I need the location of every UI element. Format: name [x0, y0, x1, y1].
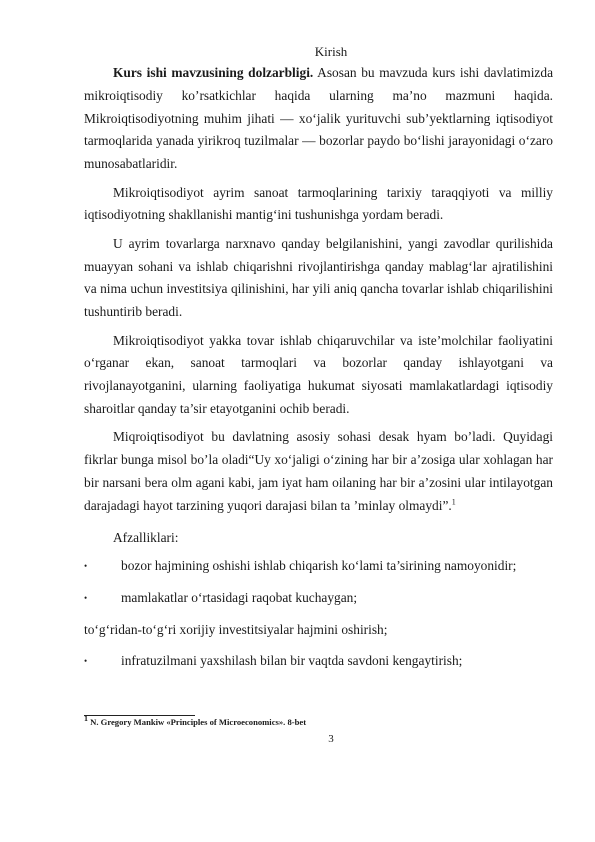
footnote-separator: [84, 715, 195, 716]
page-title: Kirish: [314, 44, 348, 59]
paragraph-4: Mikroiqtisodiyot yakka tovar ishlab chiqaruvchilar va iste’molchilar faoliyatini o‘rganar ekan, sanoat tarmoqlari va bozorlar qanday ishlayotgani va rivojlanayotganini, ularning faoliyatiga hukumat siyosati mamlakatlardagi iqtisodiy sharoitlar qanday ta’sir etayotganini ochib beradi.: [84, 332, 553, 416]
relevance-lead: Kurs ishi mavzusining dolzarbligi.: [113, 65, 314, 80]
list-item-text: mamlakatlar o‘rtasidagi raqobat kuchaygan;: [121, 590, 358, 606]
footnote-text: N. Gregory Mankiw «Principles of Microeconomics». 8-bet: [88, 717, 307, 727]
bullet-icon: •: [84, 561, 88, 572]
advantages-heading: Afzalliklari:: [113, 529, 179, 545]
bullet-icon: •: [84, 655, 88, 666]
paragraph-relevance: [84, 62, 553, 176]
paragraph-2: Mikroiqtisodiyot ayrim sanoat tarmoqlarining tarixiy taraqqiyoti va milliy iqtisodiyotning shakllanishi mantig‘ini tushunishga yordam beradi.: [84, 184, 553, 223]
document-body: [84, 62, 553, 682]
paragraph-5-text: Miqroiqtisodiyot bu davlatning asosiy sohasi desak hyam bo’ladi. Quyidagi fikrlar bunga misol bo’la oladi“Uy xo‘jaligi o‘zining har bir a’zosiga ular xohlagan har bir narsani bera olm agani kabi, jam iyat ham oilaning har bir a’zosini ular intilayotgan darajadagi hayot tarzining yuqori darajasi bilan ta ’minlay olmaydi”.: [84, 429, 553, 513]
relevance-text: Asosan bu mavzuda kurs ishi davlatimizda mikroiqtisodiy ko’rsatkichlar haqida ularning ma’no mazmuni haqida. Mikroiqtisodiyotning muhim jihati — xo‘jalik yurituvchi sub’yektlarning iqtisodiyot tarmoqlarida yanada yirikroq tuzilmalar — bozorlar paydo bo‘lishi jarayonidagi o‘zaro munosabatlaridir.: [84, 65, 554, 172]
footnote-reference: 1: [451, 497, 456, 507]
paragraph-3: U ayrim tovarlarga narxnavo qanday belgilanishini, yangi zavodlar qurilishida muayyan sohani va ishlab chiqarishni rivojlantirishga qanday mablag‘lar ajratilishini va nima uchun investitsiya qilinishini, har yili aniq qancha tovarlar ishlab chiqarilishini tushuntirib beradi.: [84, 235, 553, 320]
list-item: [84, 587, 553, 610]
footnote: [84, 714, 307, 727]
list-item: [84, 555, 553, 578]
advantages-list-a: [84, 555, 553, 610]
advantages-list-b: [84, 650, 553, 673]
paragraph-5: [84, 426, 553, 517]
standalone-line: to‘g‘ridan-to‘g‘ri xorijiy investitsiyalar hajmini oshirish;: [84, 621, 388, 637]
list-item-text: infratuzilmani yaxshilash bilan bir vaqtda savdoni kengaytirish;: [121, 652, 463, 668]
bullet-icon: •: [84, 593, 88, 604]
footnote-marker: 1: [84, 714, 88, 724]
page-number: 3: [328, 733, 334, 745]
list-item: [84, 650, 553, 673]
list-item-text: bozor hajmining oshishi ishlab chiqarish ko‘lami ta’sirining namoyonidir;: [121, 558, 517, 574]
